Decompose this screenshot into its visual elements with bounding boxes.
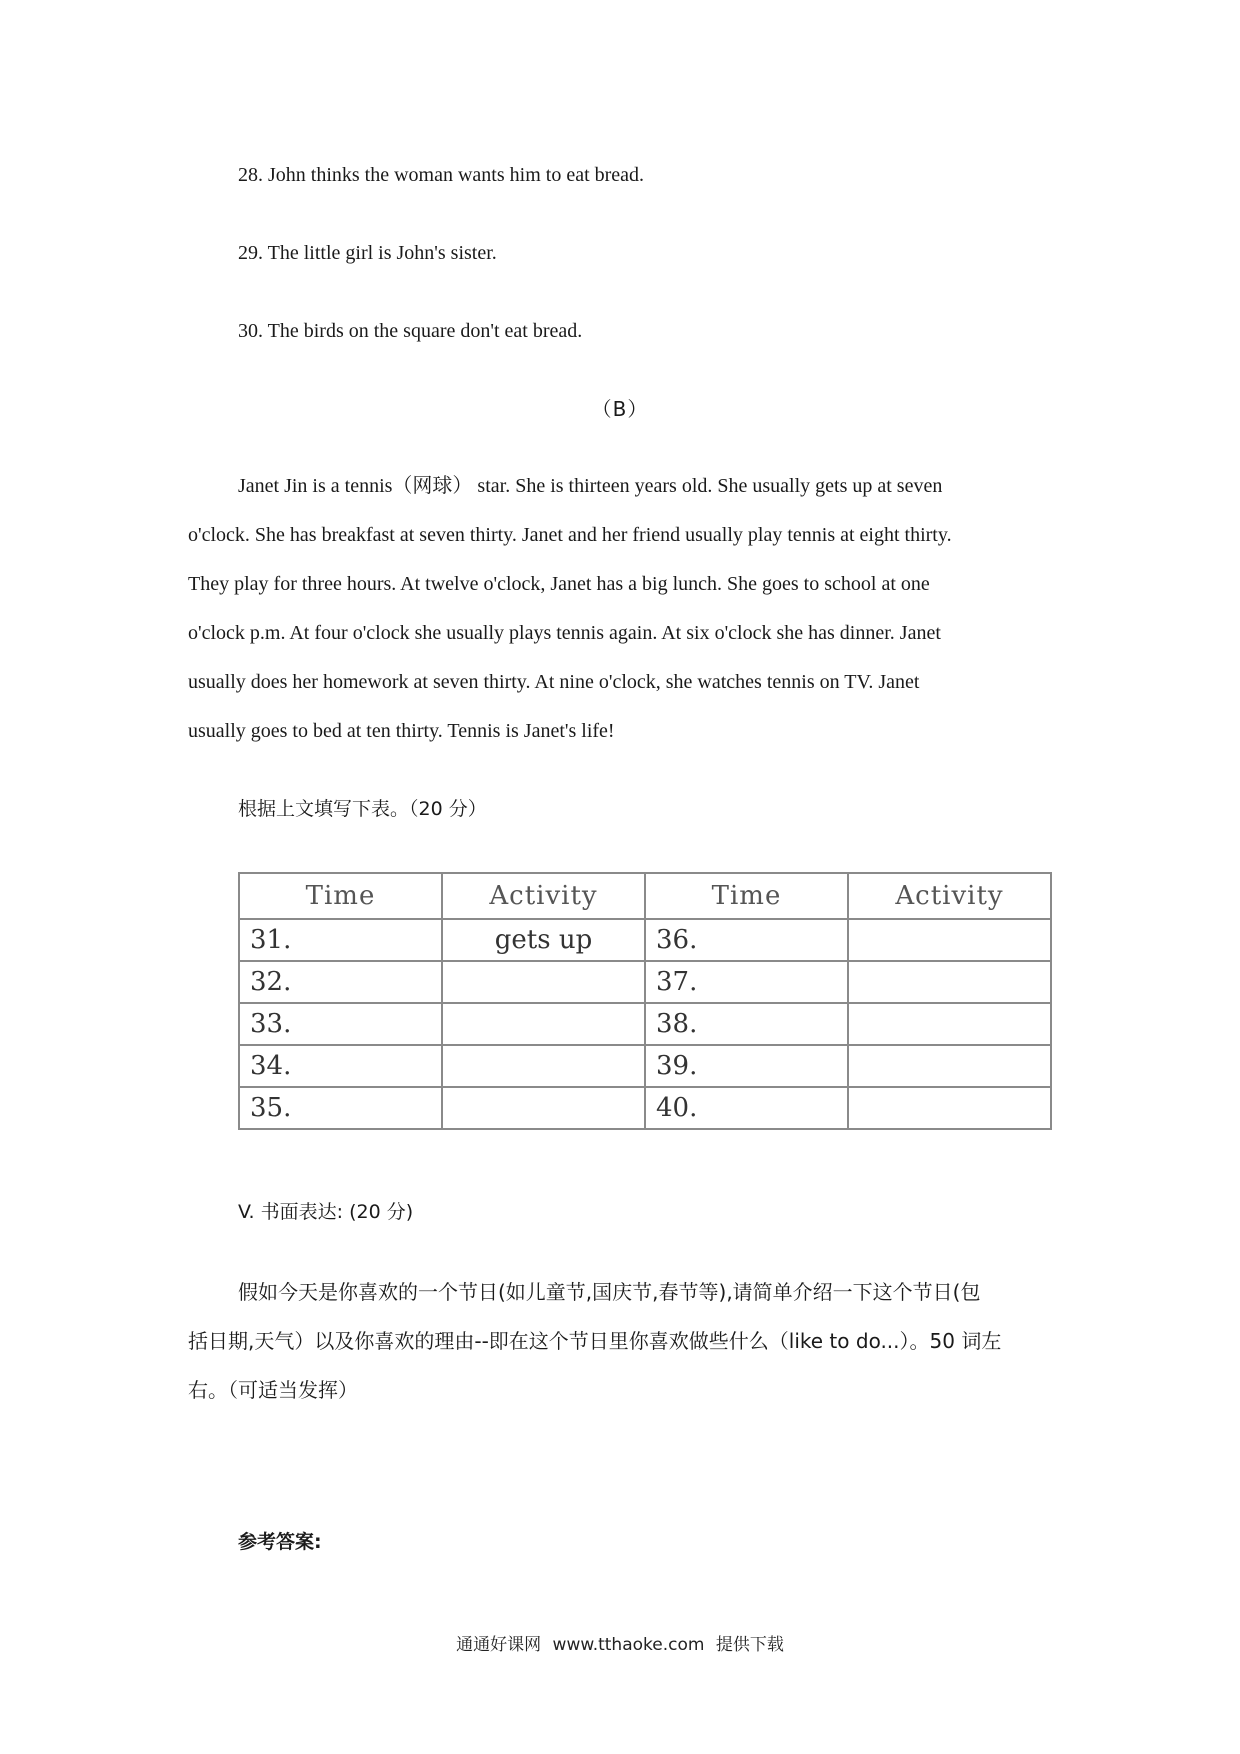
passage-line: Janet Jin is a tennis（网球） star. She is thirteen years old. She usually gets up at seven: [238, 475, 943, 497]
statement-29: 29. The little girl is John's sister.: [238, 242, 497, 264]
writing-prompt: [188, 1268, 1058, 1415]
time-cell: 37.: [645, 961, 848, 1003]
time-cell: 33.: [239, 1003, 442, 1045]
table-header-row: [239, 873, 1051, 919]
activity-cell: [848, 1045, 1051, 1087]
activity-cell: gets up: [442, 919, 645, 961]
col-header-time: Time: [645, 873, 848, 919]
time-cell: 34.: [239, 1045, 442, 1087]
col-header-activity: Activity: [848, 873, 1051, 919]
time-cell: 40.: [645, 1087, 848, 1129]
statement-28: 28. John thinks the woman wants him to eat bread.: [238, 164, 645, 186]
statement-30: 30. The birds on the square don't eat bread.: [238, 320, 583, 342]
table-row: [239, 1003, 1051, 1045]
table-row: [239, 961, 1051, 1003]
col-header-activity: Activity: [442, 873, 645, 919]
time-cell: 32.: [239, 961, 442, 1003]
schedule-table: [238, 872, 1052, 1130]
activity-cell: [848, 919, 1051, 961]
table-instruction: 根据上文填写下表。（20 分）: [238, 798, 487, 820]
time-cell: 31.: [239, 919, 442, 961]
passage-line: usually goes to bed at ten thirty. Tennis is Janet's life!: [188, 720, 615, 742]
reading-passage: [188, 462, 1048, 756]
time-cell: 38.: [645, 1003, 848, 1045]
passage-line: o'clock. She has breakfast at seven thirty. Janet and her friend usually play tennis at eight thirty.: [188, 524, 952, 546]
prompt-line: 假如今天是你喜欢的一个节日(如儿童节,国庆节,春节等),请简单介绍一下这个节日(包: [238, 1280, 981, 1304]
passage-line: usually does her homework at seven thirty. At nine o'clock, she watches tennis on TV. Janet: [188, 671, 920, 693]
section-b-heading: （B）: [591, 397, 649, 421]
answers-heading: 参考答案:: [238, 1531, 322, 1553]
prompt-line: 括日期,天气）以及你喜欢的理由--即在这个节日里你喜欢做些什么（like to do...）。50 词左: [188, 1329, 1002, 1353]
time-cell: 36.: [645, 919, 848, 961]
passage-line: o'clock p.m. At four o'clock she usually plays tennis again. At six o'clock she has dinner. Janet: [188, 622, 941, 644]
activity-cell: [442, 1003, 645, 1045]
activity-cell: [442, 1045, 645, 1087]
time-cell: 39.: [645, 1045, 848, 1087]
table-row: [239, 919, 1051, 961]
activity-cell: [848, 1003, 1051, 1045]
col-header-time: Time: [239, 873, 442, 919]
table-row: [239, 1087, 1051, 1129]
activity-cell: [442, 961, 645, 1003]
table-row: [239, 1045, 1051, 1087]
page-footer: 通通好课网 www.tthaoke.com 提供下载: [456, 1635, 784, 1655]
activity-cell: [442, 1087, 645, 1129]
time-cell: 35.: [239, 1087, 442, 1129]
passage-line: They play for three hours. At twelve o'clock, Janet has a big lunch. She goes to school at one: [188, 573, 930, 595]
prompt-line: 右。（可适当发挥）: [188, 1378, 358, 1402]
activity-cell: [848, 1087, 1051, 1129]
section-v-heading: V. 书面表达: (20 分): [238, 1201, 414, 1223]
activity-cell: [848, 961, 1051, 1003]
